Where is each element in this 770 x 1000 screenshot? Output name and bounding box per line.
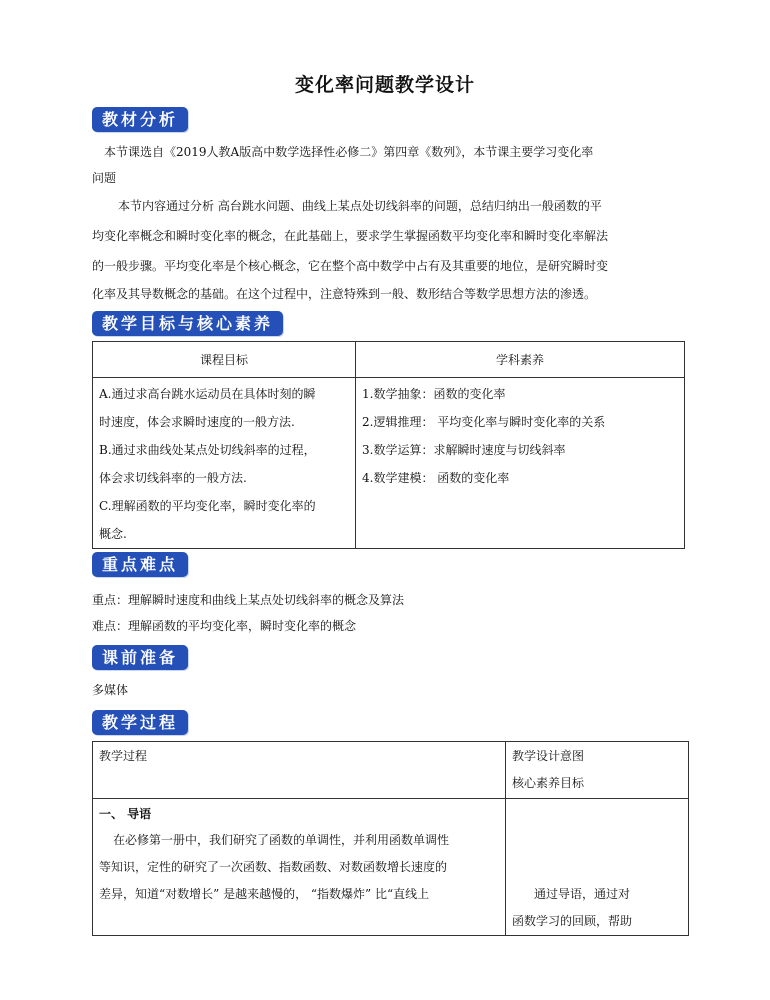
analysis-p2-line-4: 化率及其导数概念的基础。在这个过程中，注意特殊到一般、数形结合等数学思想方法的渗透。: [92, 287, 597, 301]
goal-line: A.通过求高台跳水运动员在具体时刻的瞬: [99, 387, 316, 401]
section-badge-process: 教学过程: [92, 710, 188, 735]
intent-body-cell: [506, 799, 689, 936]
intro-title: 一、 导语: [99, 807, 152, 821]
literacy-line: 2.逻辑推理： 平均变化率与瞬时变化率的关系: [362, 415, 606, 429]
goals-course-cell: [93, 378, 356, 549]
section-badge-prep: 课前准备: [92, 645, 188, 670]
goals-header-literacy: 学科素养: [356, 342, 685, 378]
goals-literacy-cell: [356, 378, 685, 549]
section-badge-analysis: 教材分析: [92, 107, 188, 132]
goals-table: [92, 341, 685, 549]
goal-line: 时速度，体会求瞬时速度的一般方法.: [99, 415, 295, 429]
section-badge-keypoints: 重点难点: [92, 552, 188, 577]
prep-content: 多媒体: [92, 683, 129, 697]
intro-line: 差异，知道“对数增长” 是越来越慢的， “指数爆炸” 比“直线上: [99, 887, 430, 901]
intent-col-label-2: 核心素养目标: [512, 776, 585, 790]
analysis-p2-line-3: 的一般步骤。平均变化率是个核心概念，它在整个高中数学中占有及其重要的地位，是研究瞬时变: [92, 259, 609, 273]
process-header-process: [93, 742, 506, 799]
document-title: 变化率问题教学设计: [294, 74, 475, 96]
key-point-text: 重点：理解瞬时速度和曲线上某点处切线斜率的概念及算法: [92, 593, 405, 607]
goal-line: 体会求切线斜率的一般方法.: [99, 471, 247, 485]
analysis-line-1: 本节课选自《2019人教A版高中数学选择性必修二》第四章《数列》，本节课主要学习变化率: [104, 145, 594, 159]
difficult-point-text: 难点：理解函数的平均变化率，瞬时变化率的概念: [92, 619, 357, 633]
process-col-label: 教学过程: [99, 749, 148, 763]
analysis-p2-line-2: 均变化率概念和瞬时变化率的概念，在此基础上，要求学生掌握函数平均变化率和瞬时变化率解法: [92, 229, 609, 243]
literacy-line: 3.数学运算：求解瞬时速度与切线斜率: [362, 443, 566, 457]
intent-col-label-1: 教学设计意图: [512, 749, 585, 763]
goal-line: C.理解函数的平均变化率，瞬时变化率的: [99, 499, 316, 513]
literacy-line: 4.数学建模： 函数的变化率: [362, 471, 510, 485]
intent-line: 函数学习的回顾，帮助: [512, 914, 633, 928]
goals-header-course: 课程目标: [93, 342, 356, 378]
analysis-line-2: 问题: [92, 171, 117, 185]
intro-line: 等知识，定性的研究了一次函数、指数函数、对数函数增长速度的: [99, 860, 448, 874]
section-badge-goals: 教学目标与核心素养: [92, 311, 283, 336]
intro-line: 在必修第一册中，我们研究了函数的单调性，并利用函数单调性: [113, 833, 450, 847]
literacy-line: 1.数学抽象：函数的变化率: [362, 387, 506, 401]
goal-line: B.通过求曲线处某点处切线斜率的过程，: [99, 443, 316, 457]
intent-line: 通过导语，通过对: [534, 887, 631, 901]
process-header-intent: [506, 742, 689, 799]
goal-line: 概念.: [99, 527, 127, 541]
process-body-cell: [93, 799, 506, 936]
analysis-p2-line-1: 本节内容通过分析 高台跳水问题、曲线上某点处切线斜率的问题，总结归纳出一般函数的平: [118, 199, 602, 213]
process-table: [92, 741, 689, 936]
